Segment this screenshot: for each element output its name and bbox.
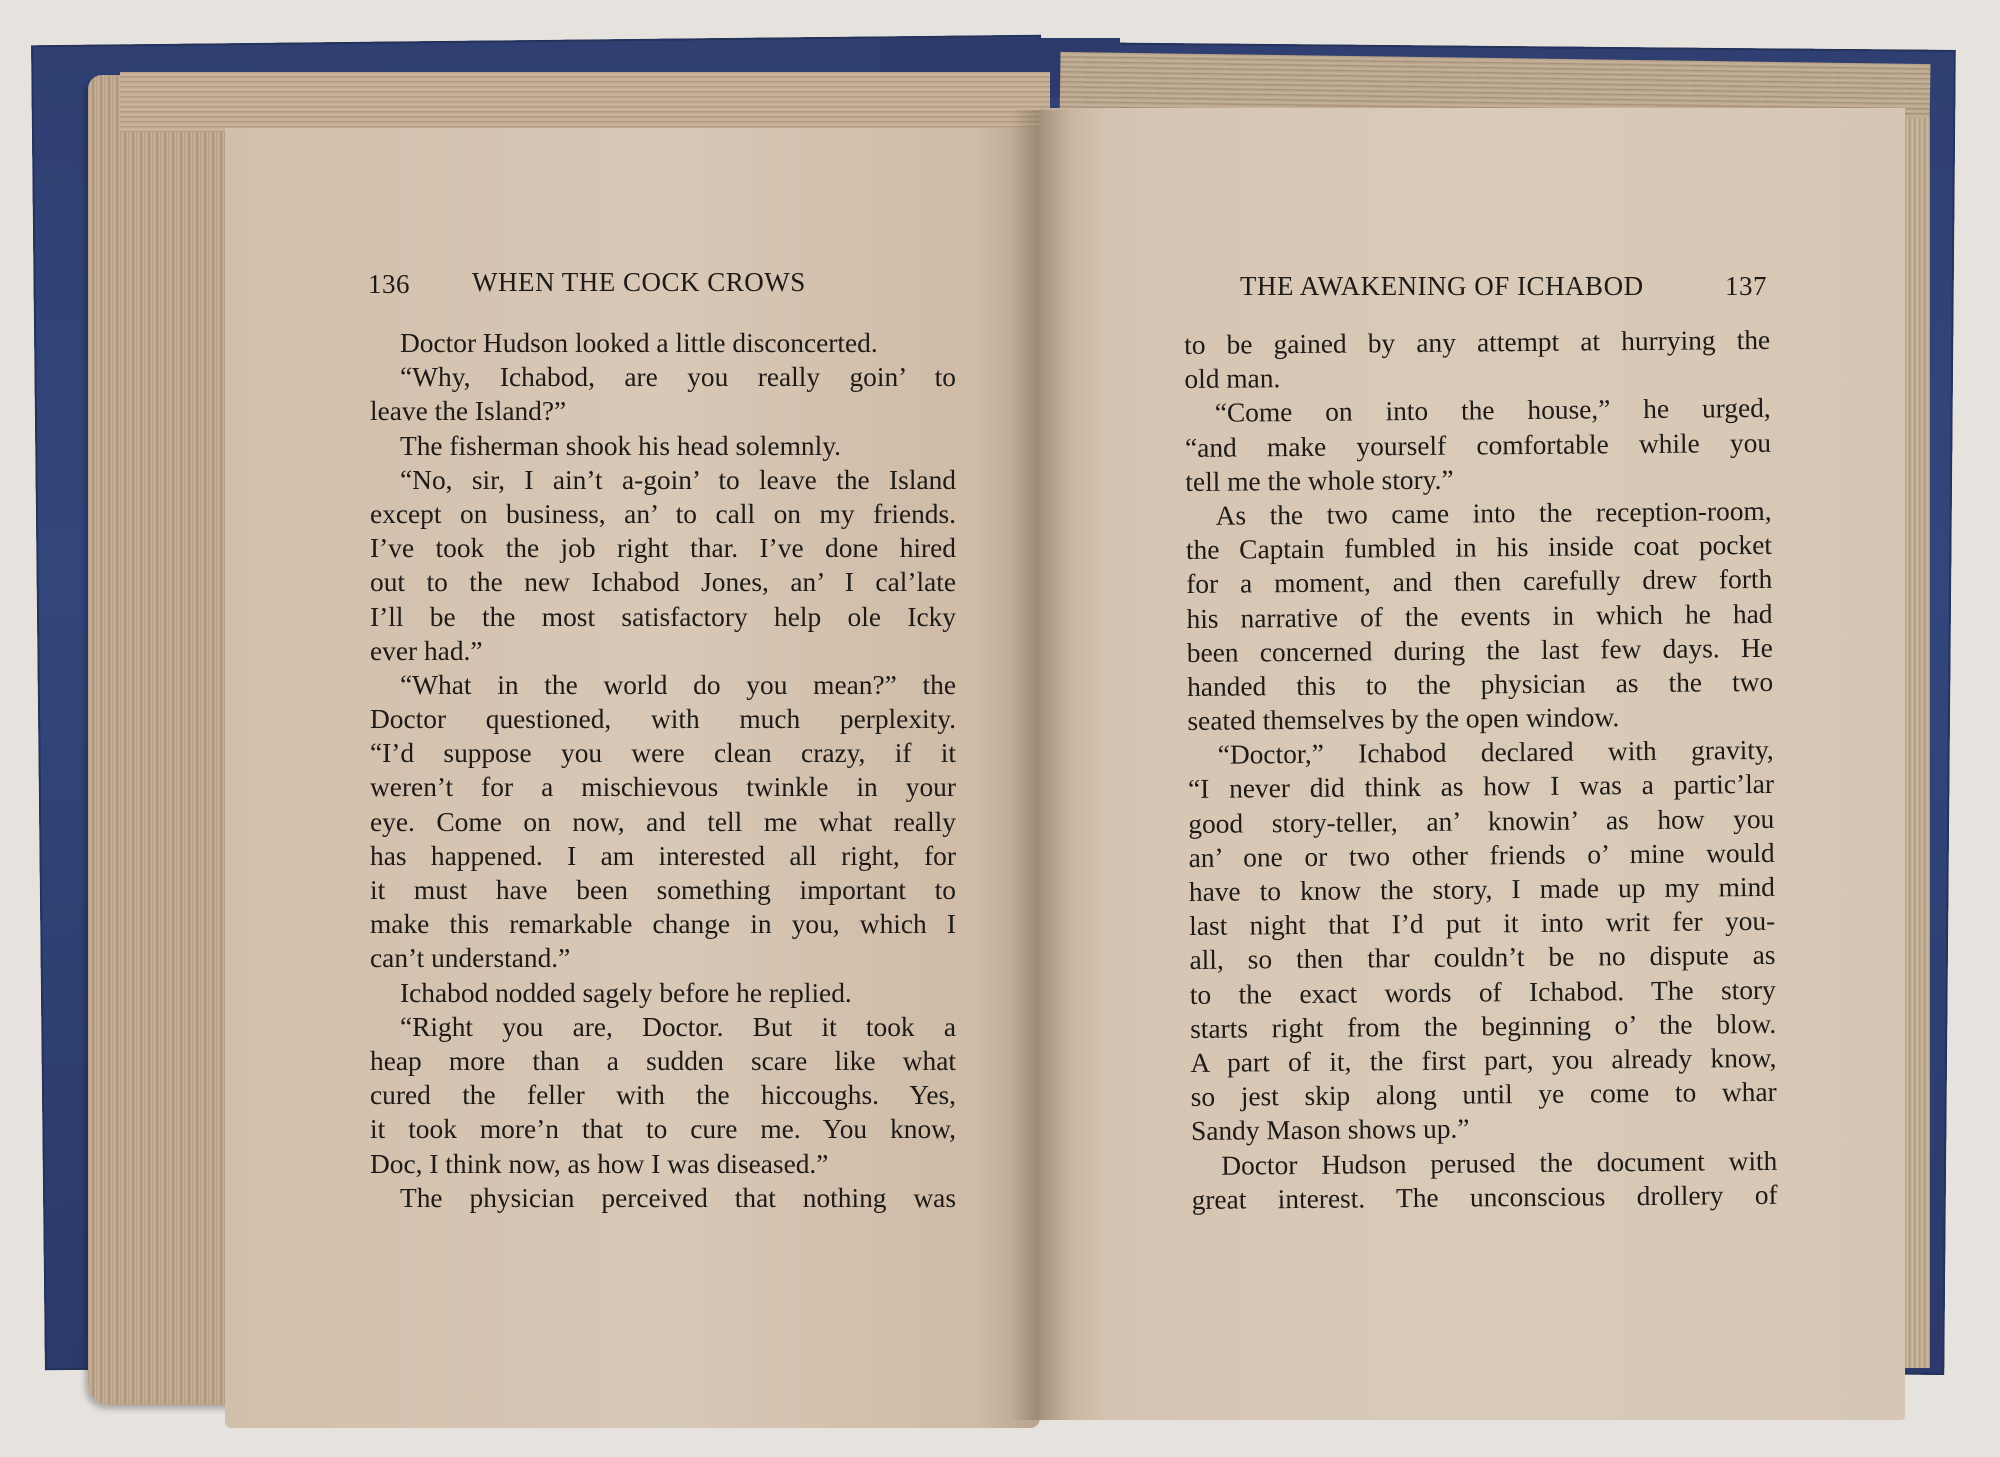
text-line: to the exact words of Ichabod. The story <box>1189 974 1776 1010</box>
text-line: last night that I’d put it into writ fer you- <box>1189 906 1776 942</box>
left-page-body <box>370 326 956 1215</box>
text-line: Doctor questioned, with much perplexity. <box>370 704 956 735</box>
text-line: it took more’n that to cure me. You know, <box>370 1114 956 1145</box>
text-line: except on business, an’ to call on my friends. <box>370 498 956 529</box>
page-edges-left <box>88 75 248 1405</box>
text-line: eye. Come on now, and tell me what really <box>370 806 956 837</box>
text-line: make this remarkable change in you, which I <box>370 909 956 940</box>
text-line: it must have been something important to <box>370 875 956 905</box>
text-line: leave the Island?” <box>370 396 567 427</box>
text-line: seated themselves by the open window. <box>1187 702 1620 737</box>
right-page-number: 137 <box>1725 271 1767 301</box>
book-gutter <box>1010 110 1070 1420</box>
text-line: can’t understand.” <box>370 943 571 974</box>
text-line: heap more than a sudden scare like what <box>370 1045 956 1076</box>
text-line: ever had.” <box>370 635 483 666</box>
left-page-number: 136 <box>368 269 410 299</box>
text-line: good story-teller, an’ knowin’ as how you <box>1188 803 1775 839</box>
text-line: “Come on into the house,” he urged, <box>1214 393 1771 429</box>
page-edges-top-left <box>120 72 1050 132</box>
text-line: old man. <box>1184 363 1281 395</box>
text-line: out to the new Ichabod Jones, an’ I cal’late <box>370 567 956 598</box>
text-line: tell me the whole story.” <box>1185 464 1454 497</box>
text-line: “Why, Ichabod, are you really goin’ to <box>400 362 956 393</box>
text-line: cured the feller with the hiccoughs. Yes, <box>370 1080 956 1111</box>
right-page <box>1040 108 1905 1420</box>
text-line: his narrative of the events in which he had <box>1186 598 1773 634</box>
right-page-body <box>1184 323 1778 1217</box>
text-line: The fisherman shook his head solemnly. <box>400 430 841 461</box>
text-line: “I’d suppose you were clean crazy, if it <box>370 738 956 769</box>
text-line: Doctor Hudson looked a little disconcerted. <box>400 328 878 358</box>
text-line: starts right from the beginning o’ the blow. <box>1189 1008 1777 1044</box>
text-line: A part of it, the first part, you already know, <box>1190 1042 1777 1078</box>
left-page <box>225 128 1040 1428</box>
text-line: so jest skip along until ye come to whar <box>1190 1076 1777 1113</box>
text-line: the Captain fumbled in his inside coat pocket <box>1185 530 1773 566</box>
text-line: “No, sir, I ain’t a-goin’ to leave the Island <box>400 464 956 495</box>
text-line: Sandy Mason shows up.” <box>1190 1113 1470 1147</box>
text-line: “What in the world do you mean?” the <box>400 669 956 700</box>
left-running-title: WHEN THE COCK CROWS <box>472 267 806 297</box>
text-line: “I never did think as how I was a partic’lar <box>1187 769 1775 805</box>
text-line: been concerned during the last few days. He <box>1186 632 1773 668</box>
text-line: to be gained by any attempt at hurrying the <box>1184 324 1771 360</box>
text-line: handed this to the physician as the two <box>1187 666 1774 702</box>
text-line: I’ve took the job right thar. I’ve done hired <box>370 533 956 564</box>
text-line: Doctor Hudson perused the document with <box>1221 1145 1778 1181</box>
text-line: The physician perceived that nothing was <box>400 1182 956 1213</box>
text-line: has happened. I am interested all right, for <box>370 840 956 871</box>
text-line: weren’t for a mischievous twinkle in your <box>370 772 956 803</box>
text-line: have to know the story, I made up my mind <box>1188 871 1776 907</box>
text-line: an’ one or two other friends o’ mine would <box>1188 837 1775 873</box>
text-line: great interest. The unconscious drollery of <box>1191 1179 1778 1215</box>
text-line: for a moment, and then carefully drew forth <box>1186 564 1773 600</box>
text-line: As the two came into the reception-room, <box>1215 495 1772 531</box>
text-line: “Right you are, Doctor. But it took a <box>400 1011 956 1042</box>
right-running-title: THE AWAKENING OF ICHABOD <box>1240 271 1644 301</box>
text-line: all, so then thar couldn’t be no dispute as <box>1189 940 1776 976</box>
text-line: Doc, I think now, as how I was diseased.” <box>370 1148 829 1179</box>
text-line: Ichabod nodded sagely before he replied. <box>400 977 852 1008</box>
text-line: “Doctor,” Ichabod declared with gravity, <box>1217 735 1774 770</box>
text-line: “and make yourself comfortable while you <box>1184 427 1772 463</box>
text-line: I’ll be the most satisfactory help ole Icky <box>370 601 956 632</box>
